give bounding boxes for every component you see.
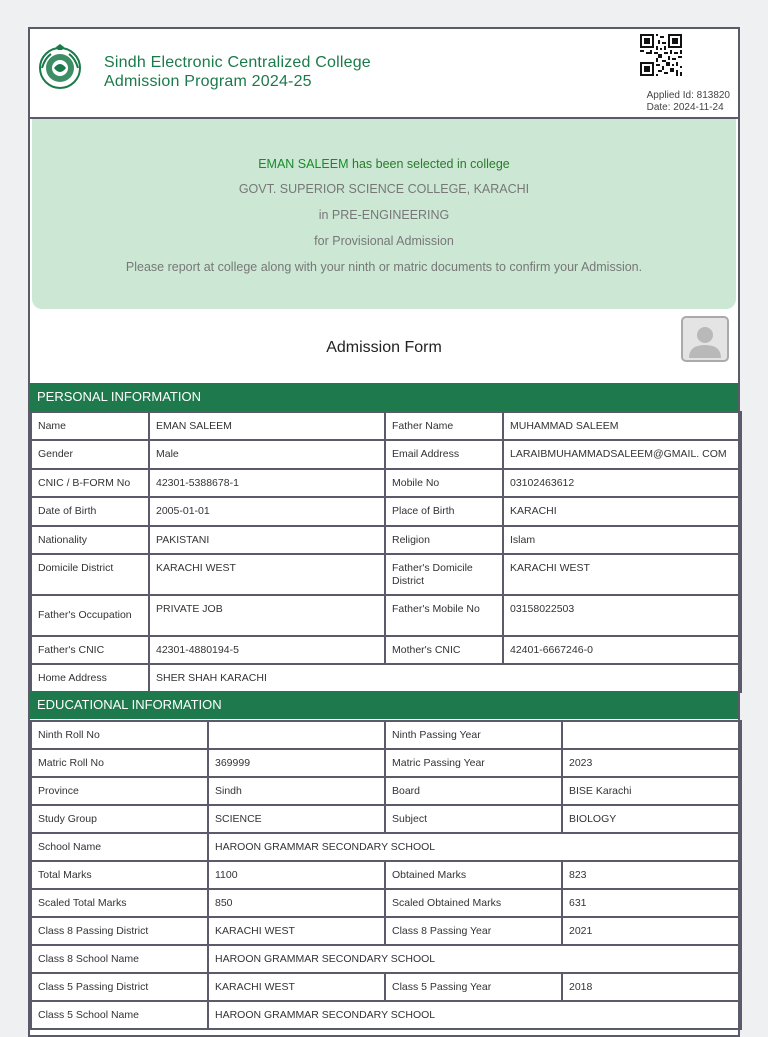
field-label: Father's Mobile No [385, 595, 503, 636]
scaled-total-value: 850 [208, 889, 385, 917]
application-meta [647, 90, 730, 114]
table-row [31, 664, 741, 692]
dob-value: 2005-01-01 [149, 497, 385, 526]
selection-text: has been selected in college [348, 157, 510, 171]
field-label: School Name [31, 833, 208, 861]
sindh-government-emblem-icon [37, 43, 83, 89]
student-name-value: EMAN SALEEM [149, 412, 385, 440]
province-value: Sindh [208, 777, 385, 805]
form-title: Admission Form [326, 339, 442, 356]
table-row [31, 917, 741, 945]
mother-cnic-value: 42401-6667246-0 [503, 636, 741, 664]
field-label: Class 8 Passing District [31, 917, 208, 945]
board-value: BISE Karachi [562, 777, 741, 805]
table-row [31, 805, 741, 833]
personal-information-heading: PERSONAL INFORMATION [30, 383, 738, 411]
table-row [31, 973, 741, 1001]
subject-value: BIOLOGY [562, 805, 741, 833]
class8-district-value: KARACHI WEST [208, 917, 385, 945]
field-label: Email Address [385, 440, 503, 469]
gender-value: Male [149, 440, 385, 469]
field-label: Matric Roll No [31, 749, 208, 777]
field-label: Father's Occupation [31, 595, 149, 636]
class5-school-value: HAROON GRAMMAR SECONDARY SCHOOL [208, 1001, 741, 1029]
applied-id: Applied Id: 813820 [646, 90, 730, 101]
pob-value: KARACHI [503, 497, 741, 526]
field-label: Mother's CNIC [385, 636, 503, 664]
field-label: Obtained Marks [385, 861, 562, 889]
obtained-marks-value: 823 [562, 861, 741, 889]
avatar-placeholder-icon [681, 316, 729, 362]
father-mobile-value: 03158022503 [503, 595, 741, 636]
table-row [31, 833, 741, 861]
nationality-value: PAKISTANI [149, 526, 385, 554]
table-row [31, 749, 741, 777]
class8-school-value: HAROON GRAMMAR SECONDARY SCHOOL [208, 945, 741, 973]
selection-banner [32, 119, 736, 309]
field-label: Province [31, 777, 208, 805]
table-row [31, 595, 741, 636]
class5-year-value: 2018 [562, 973, 741, 1001]
admission-type: for Provisional Admission [314, 234, 454, 248]
table-row [31, 497, 741, 526]
class8-year-value: 2021 [562, 917, 741, 945]
study-group-value: SCIENCE [208, 805, 385, 833]
selected-college: GOVT. SUPERIOR SCIENCE COLLEGE, KARACHI [238, 182, 530, 196]
total-marks-value: 1100 [208, 861, 385, 889]
selected-group: in PRE-ENGINEERING [318, 208, 450, 222]
home-address-value: SHER SHAH KARACHI [149, 664, 741, 692]
field-label: Mobile No [385, 469, 503, 497]
table-row [31, 636, 741, 664]
father-domicile-value: KARACHI WEST [503, 554, 741, 595]
field-label: Father's Domicile District [385, 554, 503, 595]
report-instruction: Please report at college along with your ninth or matric documents to confirm your Admission. [125, 260, 643, 274]
field-label: CNIC / B-FORM No [31, 469, 149, 497]
table-row [31, 777, 741, 805]
table-row [31, 469, 741, 497]
field-label: Matric Passing Year [385, 749, 562, 777]
field-label: Board [385, 777, 562, 805]
field-label: Subject [385, 805, 562, 833]
application-date: Date: 2024-11-24 [646, 102, 724, 113]
educational-information-table [30, 720, 742, 1030]
domicile-value: KARACHI WEST [149, 554, 385, 595]
table-row [31, 412, 741, 440]
program-title-line2: Admission Program 2024-25 [104, 73, 312, 90]
field-label: Ninth Passing Year [385, 721, 562, 749]
table-row [31, 440, 741, 469]
table-row [31, 554, 741, 595]
matric-roll-value: 369999 [208, 749, 385, 777]
school-name-value: HAROON GRAMMAR SECONDARY SCHOOL [208, 833, 741, 861]
email-value: LARAIBMUHAMMADSALEEM@GMAIL. COM [503, 440, 741, 469]
program-title [104, 53, 371, 91]
field-label: Class 5 Passing Year [385, 973, 562, 1001]
field-label: Study Group [31, 805, 208, 833]
ninth-roll-value [208, 721, 385, 749]
table-row [31, 889, 741, 917]
field-label: Class 8 School Name [31, 945, 208, 973]
educational-information-heading: EDUCATIONAL INFORMATION [30, 691, 738, 719]
field-label: Place of Birth [385, 497, 503, 526]
field-label: Religion [385, 526, 503, 554]
field-label: Home Address [31, 664, 149, 692]
field-label: Domicile District [31, 554, 149, 595]
field-label: Class 5 School Name [31, 1001, 208, 1029]
personal-information-table [30, 411, 742, 693]
father-name-value: MUHAMMAD SALEEM [503, 412, 741, 440]
selected-student-name: EMAN SALEEM [258, 157, 349, 171]
program-title-line1: Sindh Electronic Centralized College [104, 54, 371, 71]
table-row [31, 861, 741, 889]
field-label: Nationality [31, 526, 149, 554]
field-label: Class 8 Passing Year [385, 917, 562, 945]
ninth-year-value [562, 721, 741, 749]
father-cnic-value: 42301-4880194-5 [149, 636, 385, 664]
mobile-value: 03102463612 [503, 469, 741, 497]
table-row [31, 526, 741, 554]
matric-year-value: 2023 [562, 749, 741, 777]
field-label: Name [31, 412, 149, 440]
table-row [31, 721, 741, 749]
field-label: Date of Birth [31, 497, 149, 526]
scaled-obtained-value: 631 [562, 889, 741, 917]
field-label: Father's CNIC [31, 636, 149, 664]
field-label: Father Name [385, 412, 503, 440]
field-label: Gender [31, 440, 149, 469]
header [30, 29, 738, 119]
admission-slip [28, 27, 740, 1037]
field-label: Scaled Obtained Marks [385, 889, 562, 917]
selection-line [32, 157, 736, 171]
religion-value: Islam [503, 526, 741, 554]
table-row [31, 945, 741, 973]
field-label: Ninth Roll No [31, 721, 208, 749]
field-label: Total Marks [31, 861, 208, 889]
field-label: Scaled Total Marks [31, 889, 208, 917]
qr-code-icon [640, 34, 682, 76]
class5-district-value: KARACHI WEST [208, 973, 385, 1001]
field-label: Class 5 Passing District [31, 973, 208, 1001]
father-occupation-value: PRIVATE JOB [149, 595, 385, 636]
table-row [31, 1001, 741, 1029]
cnic-value: 42301-5388678-1 [149, 469, 385, 497]
